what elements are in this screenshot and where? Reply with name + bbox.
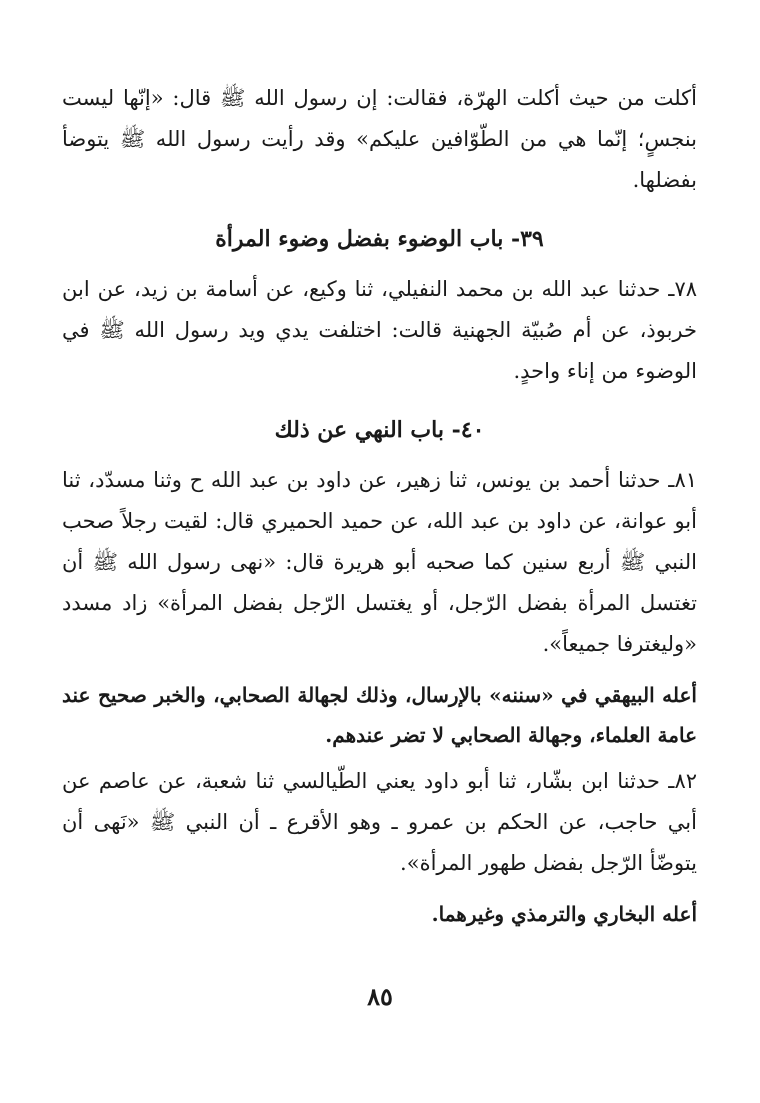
chapter-heading-40: ٤٠- باب النهي عن ذلك [274, 417, 485, 443]
chapter-heading-39: ٣٩- باب الوضوء بفضل وضوء المرأة [215, 226, 544, 252]
commentary-81: أعله البيهقي في «سننه» بالإرسال، وذلك لجهالة الصحابي، والخبر صحيح عند عامة العلماء، وجهالة الصحابي لا تضر عندهم. [62, 683, 697, 747]
paragraph-continuation: أكلت من حيث أكلت الهرّة، فقالت: إن رسول الله ﷺ قال: «إنّها ليست بنجسٍ؛ إنّما هي من الطّوّافين عليكم» وقد رأيت رسول الله ﷺ يتوضأ بفضلها. [62, 86, 697, 192]
hadith-78: ٧٨ـ حدثنا عبد الله بن محمد النفيلي، ثنا وكيع، عن أسامة بن زيد، عن ابن خربوذ، عن أم صُبيّة الجهنية قالت: اختلفت يدي ويد رسول الله ﷺ في الوضوء من إناء واحدٍ. [62, 277, 697, 383]
commentary-82: أعله البخاري والترمذي وغيرهما. [431, 902, 697, 926]
hadith-82: ٨٢ـ حدثنا ابن بشّار، ثنا أبو داود يعني الطّيالسي ثنا شعبة، عن عاصم عن أبي حاجب، عن الحكم بن عمرو ـ وهو الأقرع ـ أن النبي ﷺ «نَهى أن يتوضّأ الرّجل بفضل طهور المرأة». [62, 769, 697, 875]
hadith-81: ٨١ـ حدثنا أحمد بن يونس، ثنا زهير، عن داود بن عبد الله ح وثنا مسدّد، ثنا أبو عوانة، عن داود بن عبد الله، عن حميد الحميري قال: لقيت رجلاً صحب النبي ﷺ أربع سنين كما صحبه أبو هريرة قال: «نهى رسول الله ﷺ أن تغتسل المرأة بفضل الرّجل، أو يغتسل الرّجل بفضل المرأة» زاد مسدد «وليغترفا جميعاً». [62, 468, 697, 656]
page-body [62, 78, 697, 940]
page-number: ٨٥ [367, 982, 393, 1011]
